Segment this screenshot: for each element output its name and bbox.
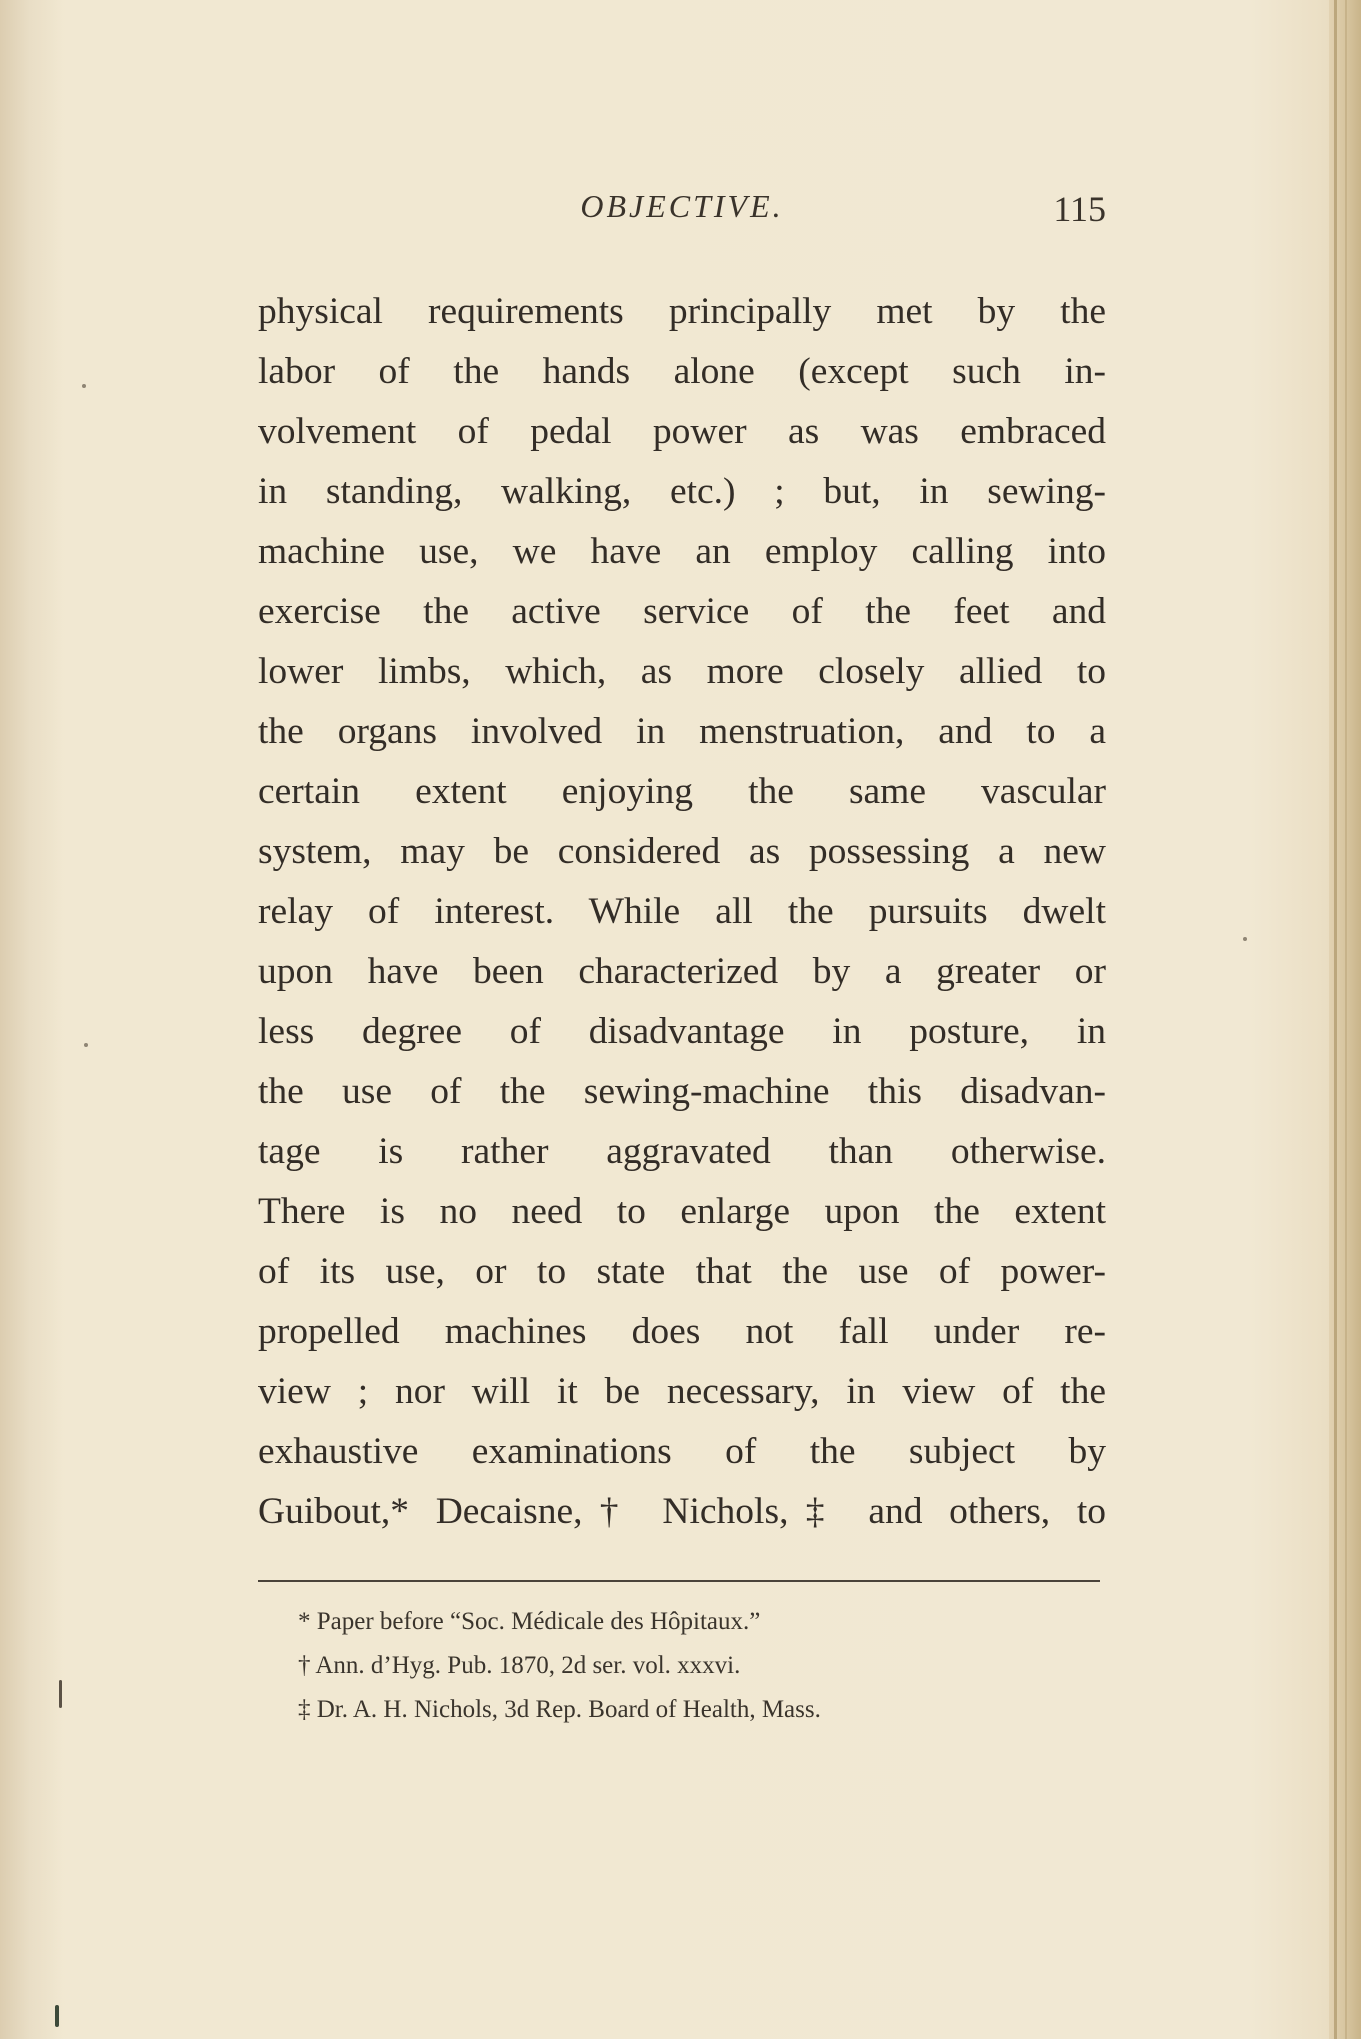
paper-speck bbox=[1243, 937, 1247, 941]
text-line: volvement of pedal power as was embraced bbox=[258, 411, 1106, 452]
footnote: * Paper before “Soc. Médicale des Hôpitaux.” bbox=[298, 1608, 761, 1635]
running-head bbox=[258, 188, 1106, 238]
page-gutter-shadow bbox=[0, 0, 62, 2039]
text-line: exercise the active service of the feet and bbox=[258, 591, 1106, 632]
page-number: 115 bbox=[1053, 189, 1106, 229]
text-line: tage is rather aggravated than otherwise. bbox=[258, 1131, 1106, 1172]
paper-speck bbox=[84, 1043, 88, 1047]
text-line: propelled machines does not fall under re- bbox=[258, 1311, 1106, 1352]
text-line: of its use, or to state that the use of power- bbox=[258, 1251, 1106, 1292]
paper-speck bbox=[55, 2005, 59, 2027]
paper-speck bbox=[82, 384, 86, 388]
text-line: view ; nor will it be necessary, in view of the bbox=[258, 1371, 1106, 1412]
text-line: exhaustive examinations of the subject by bbox=[258, 1431, 1106, 1472]
body-text bbox=[258, 282, 1106, 1542]
page-edge-line bbox=[1345, 0, 1347, 2039]
text-line: Guibout,* Decaisne,† Nichols,‡ and others, to bbox=[258, 1491, 1106, 1532]
text-line: upon have been characterized by a greater or bbox=[258, 951, 1106, 992]
text-line: physical requirements principally met by the bbox=[258, 291, 1106, 332]
text-line: machine use, we have an employ calling into bbox=[258, 531, 1106, 572]
text-line: certain extent enjoying the same vascular bbox=[258, 771, 1106, 812]
footnote-divider bbox=[258, 1580, 1100, 1582]
text-line: labor of the hands alone (except such in- bbox=[258, 351, 1106, 392]
footnote: ‡ Dr. A. H. Nichols, 3d Rep. Board of Health, Mass. bbox=[298, 1696, 821, 1723]
text-line: the use of the sewing-machine this disadvan- bbox=[258, 1071, 1106, 1112]
text-line: There is no need to enlarge upon the extent bbox=[258, 1191, 1106, 1232]
footnote: † Ann. d’Hyg. Pub. 1870, 2d ser. vol. xxxvi. bbox=[298, 1652, 741, 1679]
paper-speck bbox=[59, 1680, 62, 1708]
text-line: in standing, walking, etc.) ; but, in sewing- bbox=[258, 471, 1106, 512]
text-line: lower limbs, which, as more closely allied to bbox=[258, 651, 1106, 692]
footnotes bbox=[298, 1600, 1106, 1732]
text-line: relay of interest. While all the pursuits dwelt bbox=[258, 891, 1106, 932]
text-line: the organs involved in menstruation, and to a bbox=[258, 711, 1106, 752]
page-edge-line bbox=[1334, 0, 1337, 2039]
page-title: OBJECTIVE. bbox=[580, 188, 784, 224]
text-line: system, may be considered as possessing a new bbox=[258, 831, 1106, 872]
text-line: less degree of disadvantage in posture, in bbox=[258, 1011, 1106, 1052]
